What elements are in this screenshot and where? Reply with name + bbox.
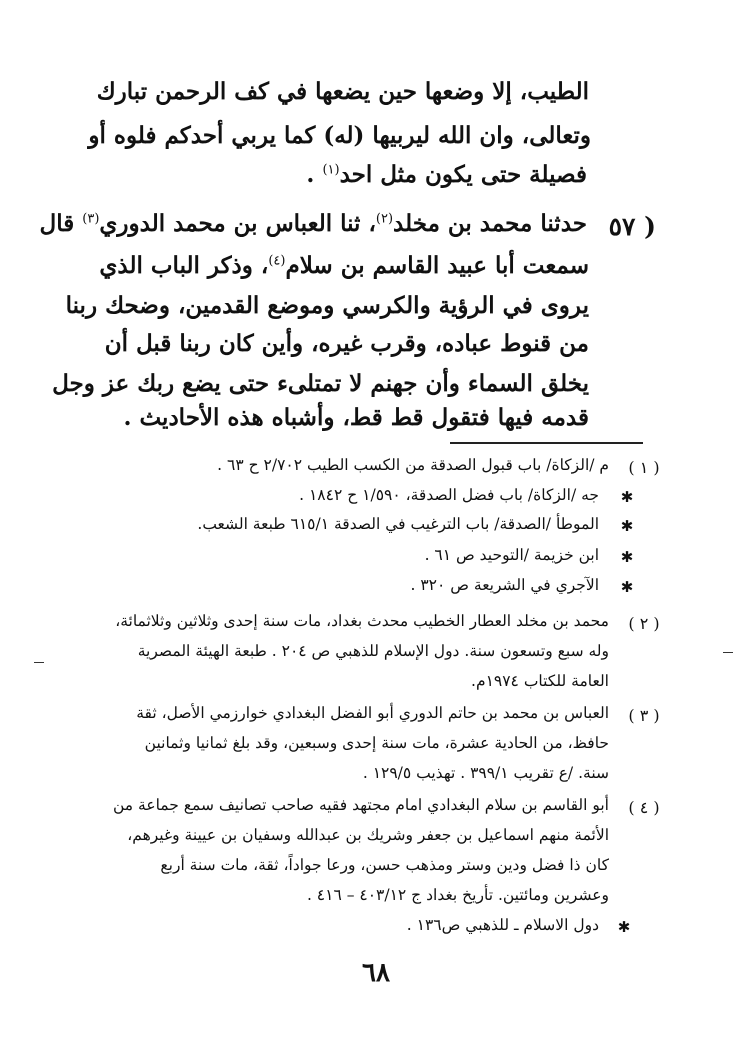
- footnote-2-line-1: محمد بن مخلد العطار الخطيب محدث بغداد، مات سنة إحدى وثلاثين وثلاثمائة،: [115, 612, 609, 630]
- footnote-4-line-2: الأئمة منهم اسماعيل بن جعفر وشريك بن عبدالله وسفيان بن عيينة وغيرهم،: [127, 826, 609, 844]
- footnote-4-line-4: وعشرين ومائتين. تأريخ بغداد ج ٤٠٣/١٢ – ٤١٦ .: [306, 886, 609, 904]
- line3-text: فصيلة حتى يكون مثل احد: [339, 161, 587, 188]
- footnote-2-line-3: العامة للكتاب ١٩٧٤م.: [471, 672, 609, 690]
- main-text-line-6: يروى في الرؤية والكرسي وموضع القدمين، وضحك ربنا: [65, 292, 589, 319]
- footnote-ref-4: (٤): [268, 253, 286, 269]
- footnote-4-line-1: أبو القاسم بن سلام البغدادي امام مجتهد فقيه صاحب تصانيف سمع جماعة من: [112, 796, 609, 814]
- line5-text: سمعت أبا عبيد القاسم بن سلام: [285, 252, 589, 279]
- main-text-line-1: الطيب، إلا وضعها حين يضعها في كف الرحمن تبارك: [96, 78, 589, 105]
- scan-mark-left: [34, 662, 44, 663]
- footnote-1-number: ( ١ ): [628, 458, 660, 477]
- main-text-line-8: يخلق السماء وأن جهنم لا تمتلىء حتى يضع ربك عز وجل: [52, 370, 589, 397]
- main-text-line-7: من قنوط عباده، وقرب غيره، وأين كان ربنا قبل أن: [104, 330, 589, 357]
- footnote-1-item-3: ابن خزيمة /التوحيد ص ٦١ .: [424, 546, 599, 564]
- line3-end: .: [306, 161, 323, 188]
- main-text-line-2: وتعالى، وان الله ليربيها (له) كما يربي أحدكم فلوه أو: [88, 122, 591, 149]
- footnote-1-item-4: الآجري في الشريعة ص ٣٢٠ .: [410, 576, 599, 594]
- hadith-number: ٥٧ ): [608, 212, 656, 241]
- footnote-4-bullet: ✱: [617, 918, 631, 936]
- footnote-1-line: م /الزكاة/ باب قبول الصدقة من الكسب الطيب ٢/٧٠٢ ح ٦٣ .: [217, 456, 609, 474]
- main-text-line-9: قدمه فيها فتقول قط قط، وأشباه هذه الأحاديث .: [123, 404, 589, 431]
- footnote-1-bullet-2: ✱: [620, 517, 634, 535]
- footnote-1-item-1: جه /الزكاة/ باب فضل الصدقة، ١/٥٩٠ ح ١٨٤٢ .: [299, 486, 599, 504]
- line4-mid: ، ثنا العباس بن محمد الدوري: [99, 210, 376, 237]
- footnote-4-line-3: كان ذا فضل ودين وستر ومذهب حسن، ورعا جواداً، ثقة، مات سنة أربع: [160, 856, 609, 874]
- footnote-separator: [450, 442, 643, 444]
- footnote-1-bullet-3: ✱: [620, 548, 634, 566]
- line5-end: ، وذكر الباب الذي: [99, 252, 269, 279]
- main-text-line-5: [99, 254, 589, 277]
- footnote-3-number: ( ٣ ): [628, 706, 660, 725]
- footnote-3-line-2: حافظ، من الحادية عشرة، مات سنة إحدى وسبعين، وقد بلغ ثمانيا وثمانين: [144, 734, 609, 752]
- footnote-1-bullet-1: ✱: [620, 488, 634, 506]
- footnote-1-item-2: الموطأ /الصدقة/ باب الترغيب في الصدقة ٦١٥/١ طبعة الشعب.: [197, 515, 599, 533]
- footnote-ref-1: (١): [322, 162, 340, 178]
- main-text-line-4: [40, 212, 587, 235]
- footnote-1-bullet-4: ✱: [620, 578, 634, 596]
- footnote-ref-2: (٢): [375, 211, 394, 227]
- line4-end: قال: [39, 210, 83, 237]
- footnote-2-line-2: وله سبع وتسعون سنة. دول الإسلام للذهبي ص ٢٠٤ . طبعة الهيئة المصرية: [137, 642, 609, 660]
- page-number: ٦٨: [362, 958, 390, 988]
- footnote-4-number: ( ٤ ): [628, 798, 660, 817]
- footnote-ref-3: (٣): [82, 211, 100, 227]
- scan-mark-right: [723, 652, 733, 653]
- footnote-4-item: دول الاسلام ـ للذهبي ص١٣٦ .: [406, 916, 599, 934]
- footnote-3-line-3: سنة. /ع تقريب ٣٩٩/١ . تهذيب ١٢٩/٥ .: [362, 764, 609, 782]
- line4-text: حدثنا محمد بن مخلد: [393, 210, 587, 237]
- footnote-2-number: ( ٢ ): [628, 614, 660, 633]
- main-text-line-3: [306, 163, 587, 186]
- footnote-3-line-1: العباس بن محمد بن حاتم الدوري أبو الفضل البغدادي خوارزمي الأصل، ثقة: [136, 704, 609, 722]
